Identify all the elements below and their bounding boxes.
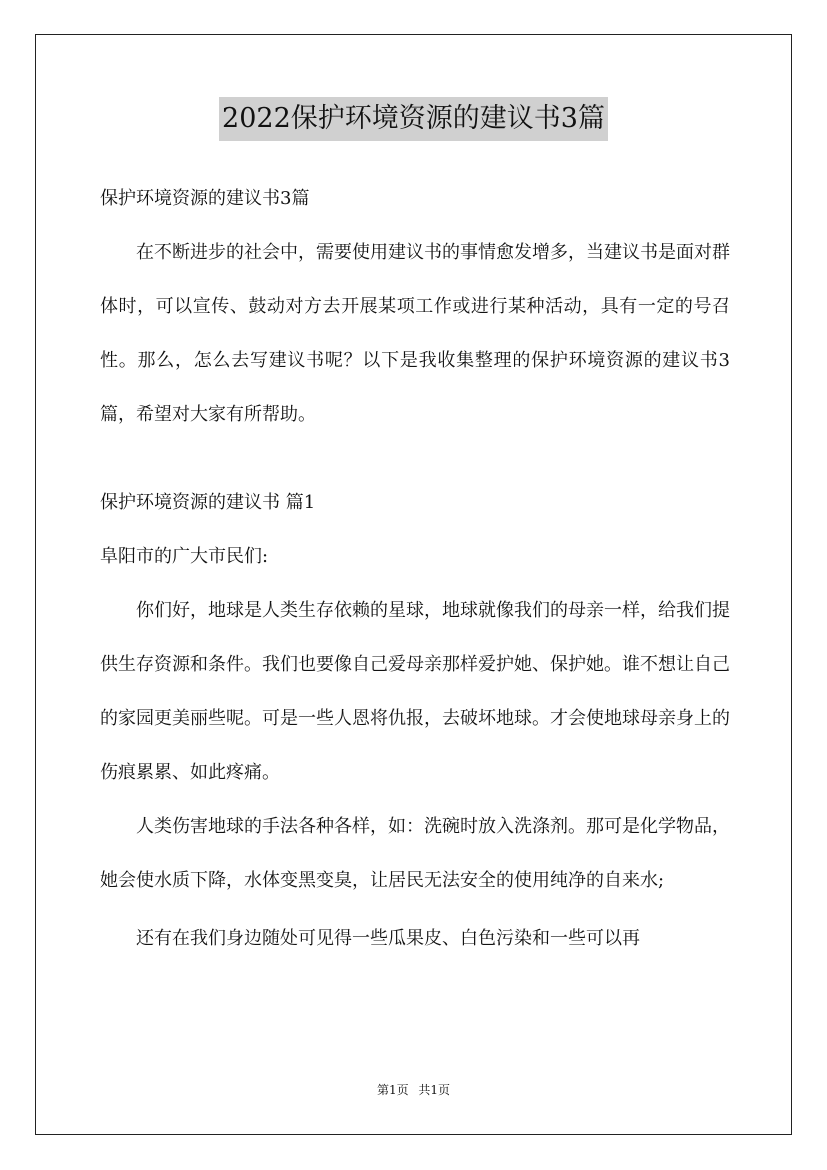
body-paragraph: 人类伤害地球的手法各种各样，如：洗碗时放入洗涤剂。那可是化学物品，她会使水质下降，水体变黑变臭，让居民无法安全的使用纯净的自来水; bbox=[100, 816, 730, 891]
body-paragraph: 你们好，地球是人类生存依赖的星球，地球就像我们的母亲一样，给我们提供生存资源和条件。我们也要像自己爱母亲那样爱护她、保护她。谁不想让自己的家园更美丽些呢。可是一些人恩将仇报，去破坏地球。才会使地球母亲身上的伤痕累累、如此疼痛。 bbox=[100, 600, 730, 783]
section-heading: 保护环境资源的建议书 篇1 bbox=[100, 492, 316, 513]
body-paragraph: 还有在我们身边随处可见得一些瓜果皮、白色污染和一些可以再 bbox=[136, 928, 640, 949]
document-title: 2022保护环境资源的建议书3篇 bbox=[219, 97, 608, 141]
intro-paragraph: 在不断进步的社会中，需要使用建议书的事情愈发增多，当建议书是面对群体时，可以宣传、鼓动对方去开展某项工作或进行某种活动，具有一定的号召性。那么，怎么去写建议书呢？以下是我收集整理的保护环境资源的建议书3篇，希望对大家有所帮助。 bbox=[100, 242, 730, 425]
salutation: 阜阳市的广大市民们: bbox=[100, 546, 269, 567]
page-number: 第1页 bbox=[376, 1083, 409, 1097]
page-footer bbox=[0, 1081, 827, 1099]
page-total: 共1页 bbox=[418, 1083, 451, 1097]
title-container bbox=[0, 97, 827, 141]
document-subtitle: 保护环境资源的建议书3篇 bbox=[100, 188, 310, 209]
spacer bbox=[100, 442, 730, 476]
document-body bbox=[100, 172, 730, 966]
